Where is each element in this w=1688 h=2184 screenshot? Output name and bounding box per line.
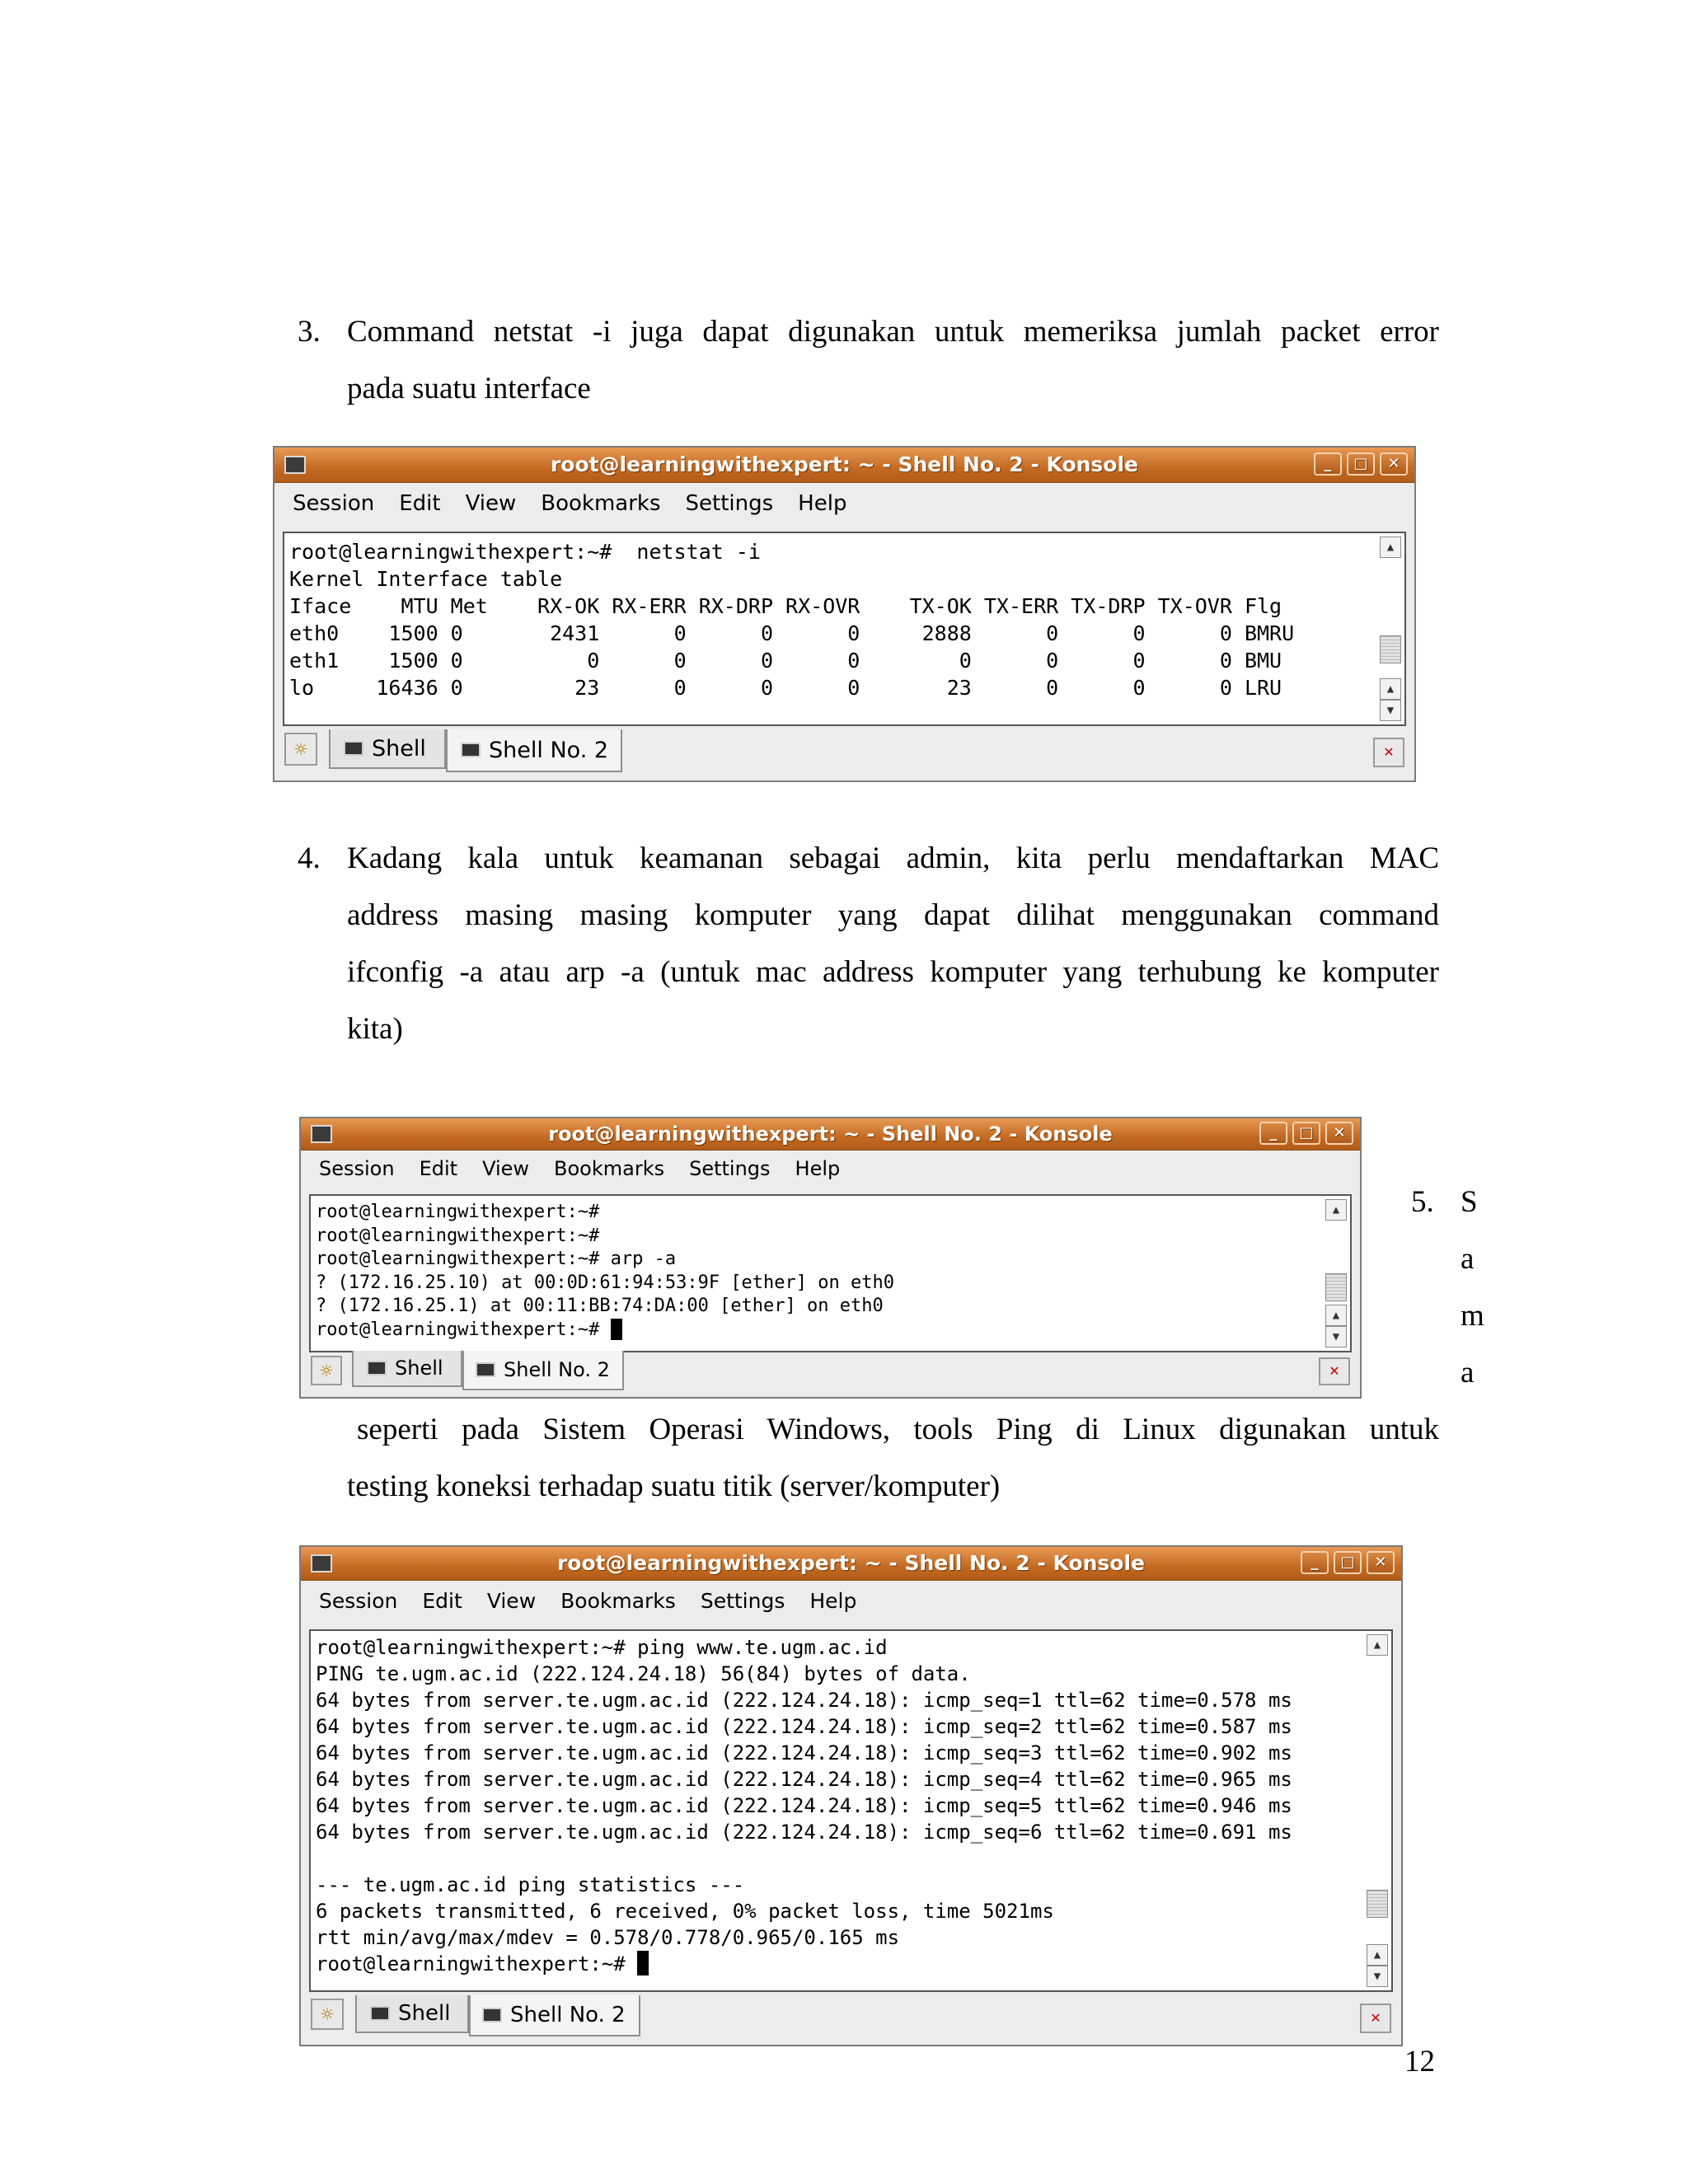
terminal-line: PING te.ugm.ac.id (222.124.24.18) 56(84) bytes of data. bbox=[316, 1662, 971, 1685]
item-5-number: 5. bbox=[1411, 1185, 1434, 1219]
konsole-app-icon bbox=[311, 1554, 332, 1572]
item-4-line-4: kita) bbox=[347, 1012, 403, 1046]
item-3-line-2: pada suatu interface bbox=[347, 372, 591, 405]
tab-bar bbox=[301, 1351, 1360, 1397]
terminal-line: lo 16436 0 23 0 0 0 23 0 0 0 LRU bbox=[289, 676, 1282, 700]
terminal-line: 64 bytes from server.te.ugm.ac.id (222.124.24.18): icmp_seq=4 ttl=62 time=0.965 ms bbox=[316, 1768, 1292, 1791]
konsole-window-arp bbox=[299, 1117, 1362, 1399]
menu-view[interactable]: View bbox=[465, 491, 517, 516]
konsole-app-icon bbox=[284, 456, 306, 474]
menu-edit[interactable]: Edit bbox=[422, 1588, 462, 1613]
terminal-icon bbox=[370, 2006, 390, 2021]
tab-shell-no-2[interactable] bbox=[462, 1351, 624, 1390]
item-4-paragraph bbox=[298, 830, 1439, 1057]
terminal-icon bbox=[482, 2008, 502, 2022]
menu-bookmarks[interactable]: Bookmarks bbox=[560, 1588, 676, 1613]
menu-session[interactable]: Session bbox=[319, 1157, 395, 1180]
new-tab-icon[interactable]: ☼ bbox=[311, 1999, 344, 2030]
terminal-line: ? (172.16.25.10) at 00:0D:61:94:53:9F [ether] on eth0 bbox=[316, 1272, 894, 1293]
menu-view[interactable]: View bbox=[482, 1157, 530, 1180]
menu-help[interactable]: Help bbox=[798, 491, 847, 516]
terminal-line bbox=[316, 1845, 1358, 1872]
text-cursor bbox=[637, 1951, 649, 1975]
scroll-up-arrow-icon[interactable]: ▲ bbox=[1367, 1634, 1388, 1656]
scroll-up-arrow-icon[interactable]: ▲ bbox=[1325, 1199, 1347, 1221]
terminal-icon bbox=[461, 743, 481, 757]
item-3-paragraph bbox=[298, 303, 1439, 417]
item-5-letter-s: S bbox=[1461, 1185, 1478, 1219]
terminal-line: rtt min/avg/max/mdev = 0.578/0.778/0.965/0.165 ms bbox=[316, 1926, 900, 1949]
tab-label: Shell bbox=[395, 1357, 443, 1380]
vertical-scrollbar[interactable] bbox=[1367, 1634, 1388, 1987]
menu-help[interactable]: Help bbox=[809, 1588, 857, 1613]
scroll-down-arrow-icon[interactable]: ▼ bbox=[1325, 1326, 1347, 1347]
menu-settings[interactable]: Settings bbox=[685, 491, 774, 516]
konsole-window-ping bbox=[299, 1545, 1403, 2046]
tab-label: Shell No. 2 bbox=[504, 1358, 610, 1381]
menu-help[interactable]: Help bbox=[795, 1157, 841, 1180]
tab-label: Shell bbox=[372, 735, 426, 762]
item-5-line-2: testing koneksi terhadap suatu titik (server/komputer) bbox=[347, 1469, 1001, 1503]
maximize-button[interactable]: □ bbox=[1292, 1122, 1320, 1145]
minimize-button[interactable]: _ bbox=[1301, 1551, 1329, 1574]
minimize-button[interactable]: _ bbox=[1259, 1122, 1287, 1145]
menu-settings[interactable]: Settings bbox=[689, 1157, 771, 1180]
menu-session[interactable]: Session bbox=[319, 1588, 398, 1613]
item-5-letter-m: m bbox=[1461, 1299, 1484, 1333]
scroll-up-arrow-icon[interactable]: ▲ bbox=[1325, 1305, 1347, 1326]
new-tab-icon[interactable]: ☼ bbox=[311, 1356, 342, 1385]
item-4-number: 4. bbox=[298, 841, 321, 875]
tab-shell[interactable] bbox=[352, 1351, 462, 1387]
terminal-line: root@learningwithexpert:~# arp -a bbox=[316, 1249, 677, 1269]
terminal-icon bbox=[344, 741, 363, 756]
menu-bar bbox=[301, 1582, 1401, 1619]
terminal-icon bbox=[476, 1362, 495, 1377]
title-bar[interactable] bbox=[274, 448, 1414, 483]
maximize-button[interactable]: □ bbox=[1334, 1551, 1362, 1574]
terminal-line: --- te.ugm.ac.id ping statistics --- bbox=[316, 1873, 745, 1896]
menu-view[interactable]: View bbox=[486, 1588, 537, 1613]
tab-shell-no-2[interactable] bbox=[446, 729, 622, 772]
scroll-thumb[interactable] bbox=[1380, 635, 1401, 663]
tab-shell[interactable] bbox=[329, 729, 446, 769]
terminal-line: 64 bytes from server.te.ugm.ac.id (222.124.24.18): icmp_seq=2 ttl=62 time=0.587 ms bbox=[316, 1715, 1292, 1738]
item-3-line-1: Command netstat -i juga dapat digunakan untuk memeriksa jumlah packet error bbox=[347, 315, 1439, 349]
terminal-line bbox=[316, 1951, 1358, 1977]
terminal-line: 64 bytes from server.te.ugm.ac.id (222.124.24.18): icmp_seq=5 ttl=62 time=0.946 ms bbox=[316, 1794, 1292, 1817]
terminal-output[interactable] bbox=[283, 532, 1406, 726]
tab-shell[interactable] bbox=[355, 1995, 469, 2033]
item-5-line-1: seperti pada Sistem Operasi Windows, tools Ping di Linux digunakan untuk bbox=[357, 1413, 1439, 1446]
terminal-line: root@learningwithexpert:~# netstat -i bbox=[289, 540, 761, 564]
minimize-button[interactable]: _ bbox=[1314, 452, 1342, 476]
item-5-paragraph bbox=[347, 1401, 1439, 1515]
item-4-line-1: Kadang kala untuk keamanan sebagai admin, kita perlu mendaftarkan MAC bbox=[347, 841, 1439, 875]
menu-edit[interactable]: Edit bbox=[419, 1157, 458, 1180]
terminal-line: 64 bytes from server.te.ugm.ac.id (222.124.24.18): icmp_seq=3 ttl=62 time=0.902 ms bbox=[316, 1741, 1292, 1765]
scroll-up-arrow-icon[interactable]: ▲ bbox=[1367, 1944, 1388, 1966]
window-title: root@learningwithexpert: ~ - Shell No. 2 - Konsole bbox=[550, 452, 1139, 476]
terminal-line: root@learningwithexpert:~# bbox=[316, 1225, 600, 1246]
terminal-line: root@learningwithexpert:~# ping www.te.ugm.ac.id bbox=[316, 1636, 888, 1659]
menu-edit[interactable]: Edit bbox=[399, 491, 441, 516]
close-button[interactable]: ✕ bbox=[1367, 1551, 1395, 1574]
close-tab-icon[interactable]: ✕ bbox=[1373, 738, 1404, 767]
title-bar[interactable] bbox=[301, 1547, 1401, 1581]
close-tab-icon[interactable]: ✕ bbox=[1319, 1357, 1350, 1385]
menu-bookmarks[interactable]: Bookmarks bbox=[541, 491, 661, 516]
close-button[interactable]: ✕ bbox=[1325, 1122, 1353, 1145]
terminal-line: 6 packets transmitted, 6 received, 0% packet loss, time 5021ms bbox=[316, 1900, 1054, 1923]
terminal-line: Iface MTU Met RX-OK RX-ERR RX-DRP RX-OVR TX-OK TX-ERR TX-DRP TX-OVR Flg bbox=[289, 594, 1282, 618]
prompt-text: root@learningwithexpert:~# bbox=[316, 1319, 611, 1340]
menu-bar bbox=[274, 484, 1414, 523]
maximize-button[interactable]: □ bbox=[1347, 452, 1375, 476]
close-tab-icon[interactable]: ✕ bbox=[1360, 2004, 1391, 2033]
title-bar[interactable] bbox=[301, 1118, 1360, 1151]
item-5-letter-a: a bbox=[1461, 1356, 1475, 1390]
terminal-line: eth1 1500 0 0 0 0 0 0 0 0 0 BMU bbox=[289, 649, 1282, 673]
tab-bar bbox=[274, 729, 1414, 780]
scroll-down-arrow-icon[interactable]: ▼ bbox=[1367, 1966, 1388, 1987]
menu-session[interactable]: Session bbox=[293, 491, 375, 516]
item-5-letter-a: a bbox=[1461, 1242, 1475, 1276]
terminal-output[interactable] bbox=[309, 1629, 1393, 1992]
tab-bar bbox=[301, 1995, 1401, 2045]
terminal-line: eth0 1500 0 2431 0 0 0 2888 0 0 0 BMRU bbox=[289, 621, 1295, 645]
tab-shell-no-2[interactable] bbox=[469, 1995, 640, 2036]
terminal-line: root@learningwithexpert:~# bbox=[316, 1202, 600, 1222]
terminal-icon bbox=[367, 1361, 387, 1376]
scroll-up-arrow-icon[interactable]: ▲ bbox=[1380, 537, 1401, 558]
scroll-thumb[interactable] bbox=[1367, 1890, 1388, 1918]
terminal-line: Kernel Interface table bbox=[289, 567, 563, 591]
konsole-app-icon bbox=[311, 1125, 332, 1143]
item-3-number: 3. bbox=[298, 315, 321, 349]
menu-bookmarks[interactable]: Bookmarks bbox=[554, 1157, 665, 1180]
page-number: 12 bbox=[1404, 2045, 1435, 2079]
item-4-line-2: address masing masing komputer yang dapat dilihat menggunakan command bbox=[347, 898, 1439, 932]
window-title: root@learningwithexpert: ~ - Shell No. 2 - Konsole bbox=[556, 1551, 1146, 1575]
konsole-window-netstat bbox=[273, 446, 1416, 782]
terminal-line bbox=[316, 1319, 1317, 1343]
terminal-line: ? (172.16.25.1) at 00:11:BB:74:DA:00 [ether] on eth0 bbox=[316, 1296, 884, 1316]
tab-label: Shell No. 2 bbox=[489, 737, 609, 763]
scroll-up-arrow-icon[interactable]: ▲ bbox=[1380, 678, 1401, 700]
tab-label: Shell No. 2 bbox=[510, 2003, 626, 2027]
scroll-thumb[interactable] bbox=[1325, 1273, 1347, 1301]
close-button[interactable]: ✕ bbox=[1380, 452, 1408, 476]
menu-bar bbox=[301, 1151, 1360, 1186]
item-4-line-3: ifconfig -a atau arp -a (untuk mac address komputer yang terhubung ke komputer bbox=[347, 955, 1439, 989]
window-title: root@learningwithexpert: ~ - Shell No. 2 - Konsole bbox=[548, 1122, 1113, 1146]
terminal-output[interactable] bbox=[309, 1194, 1352, 1352]
new-tab-icon[interactable]: ☼ bbox=[284, 733, 317, 766]
terminal-line: 64 bytes from server.te.ugm.ac.id (222.124.24.18): icmp_seq=6 ttl=62 time=0.691 ms bbox=[316, 1821, 1292, 1844]
vertical-scrollbar[interactable] bbox=[1380, 537, 1401, 721]
tab-label: Shell bbox=[398, 2001, 451, 2026]
prompt-text: root@learningwithexpert:~# bbox=[316, 1952, 638, 1975]
menu-settings[interactable]: Settings bbox=[700, 1588, 785, 1613]
terminal-line: 64 bytes from server.te.ugm.ac.id (222.124.24.18): icmp_seq=1 ttl=62 time=0.578 ms bbox=[316, 1689, 1292, 1712]
text-cursor bbox=[611, 1319, 622, 1340]
vertical-scrollbar[interactable] bbox=[1325, 1199, 1347, 1347]
scroll-down-arrow-icon[interactable]: ▼ bbox=[1380, 700, 1401, 721]
